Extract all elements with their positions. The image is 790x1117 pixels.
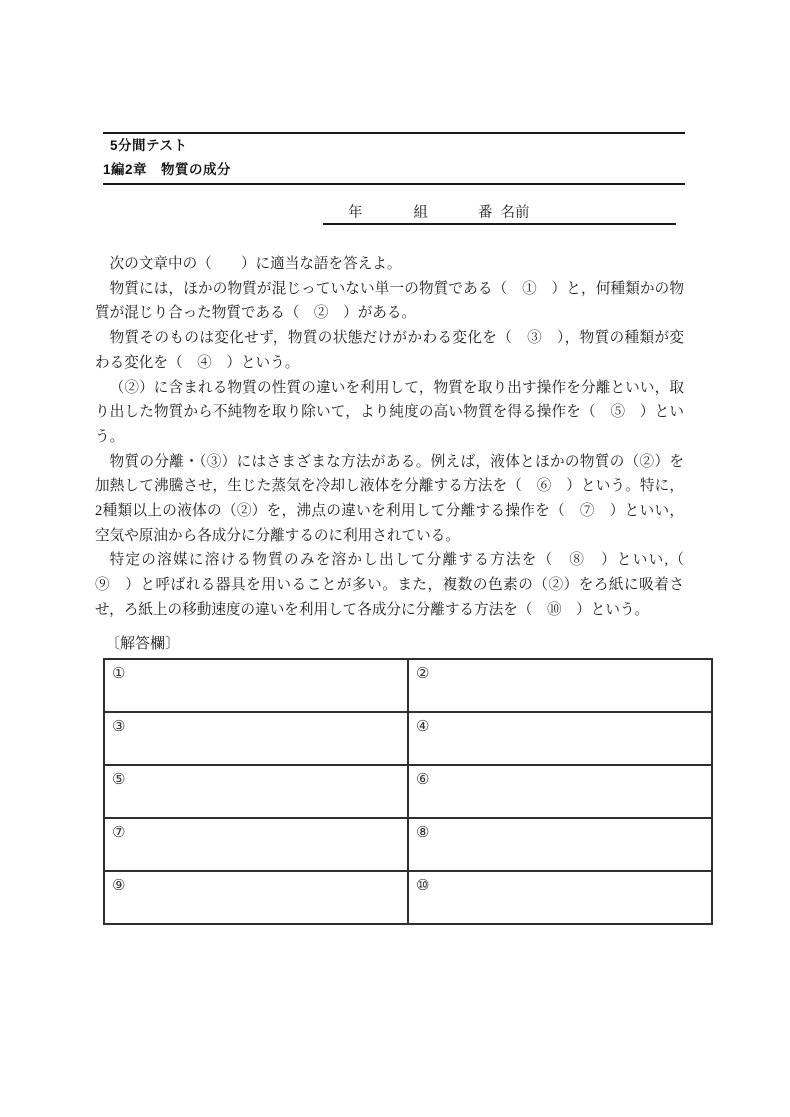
table-row — [104, 765, 712, 818]
name-entry-line — [323, 202, 676, 225]
answer-cell-5[interactable] — [104, 765, 408, 818]
answer-cell-1[interactable] — [104, 659, 408, 712]
answer-cell-number: ④ — [416, 719, 430, 735]
paragraph-substances: 物質には，ほかの物質が混じっていない単一の物質である（ ① ）と，何種類かの物質が混じり合った物質である（ ② ）がある。 — [95, 280, 684, 322]
answer-cell-number: ⑨ — [112, 878, 126, 894]
chapter-title: 1編2章 物質の成分 — [103, 162, 232, 177]
paragraph-changes: 物質そのものは変化せず，物質の状態だけがかわる変化を（ ③ ），物質の種類が変わる変化を（ ④ ）という。 — [95, 330, 684, 371]
answer-cell-number: ⑦ — [112, 825, 126, 841]
answer-section-label: 〔解答欄〕 — [105, 636, 181, 652]
instruction-paragraph: 次の文章中の（ ）に適当な語を答えよ。 — [109, 256, 402, 272]
year-label: 年 — [348, 205, 363, 221]
answer-cell-number: ③ — [112, 719, 126, 735]
answer-cell-9[interactable] — [104, 871, 408, 924]
paragraph-separation: （②）に含まれる物質の性質の違いを利用して，物質を取り出す操作を分離といい，取り出した物質から不純物を取り除いて，より純度の高い物質を得る操作を（ ⑤ ）という。 — [95, 379, 684, 445]
answer-section — [103, 635, 686, 925]
table-row — [104, 712, 712, 765]
answer-cell-number: ⑩ — [416, 878, 430, 894]
answer-cell-6[interactable] — [408, 765, 712, 818]
answer-cell-number: ⑤ — [112, 772, 126, 788]
header-top-rule — [103, 132, 685, 134]
number-label: 番 — [478, 205, 493, 221]
answer-cell-number: ② — [416, 666, 430, 682]
answer-cell-2[interactable] — [408, 659, 712, 712]
answer-cell-8[interactable] — [408, 818, 712, 871]
answer-cell-number: ① — [112, 666, 126, 682]
table-row — [104, 818, 712, 871]
name-input-blank[interactable] — [530, 202, 677, 223]
paragraph-distillation: 物質の分離・（③）にはさまざまな方法がある。例えば，液体とほかの物質の（②）を加熱して沸騰させ，生じた蒸気を冷却し液体を分離する方法を（ ⑥ ）という。特に，2種類以上の液体の（②）を，沸点の違いを利用して分離する操作を（ ⑦ ）といい，空気や原油から各成分に分離するのに利用されている。 — [95, 453, 684, 544]
answer-cell-number: ⑥ — [416, 772, 430, 788]
table-row — [104, 871, 712, 924]
answer-cell-number: ⑧ — [416, 825, 430, 841]
question-text-block — [95, 252, 699, 623]
header-bottom-rule — [103, 183, 685, 185]
answer-cell-10[interactable] — [408, 871, 712, 924]
answer-cell-3[interactable] — [104, 712, 408, 765]
paragraph-extraction: 特定の溶媒に溶ける物質のみを溶かし出して分離する方法を（ ⑧ ）といい,（ ⑨ ）と呼ばれる器具を用いることが多い。また，複数の色素の（②）をろ紙に吸着させ，ろ紙上の移動速度の違いを利用して各成分に分離する方法を（ ⑩ ）という。 — [95, 552, 699, 618]
table-row — [104, 659, 712, 712]
test-title: 5分間テスト — [110, 138, 188, 153]
answer-cell-7[interactable] — [104, 818, 408, 871]
name-label: 名前 — [500, 205, 530, 221]
answer-table — [103, 658, 713, 925]
class-label: 組 — [413, 205, 428, 221]
answer-cell-4[interactable] — [408, 712, 712, 765]
